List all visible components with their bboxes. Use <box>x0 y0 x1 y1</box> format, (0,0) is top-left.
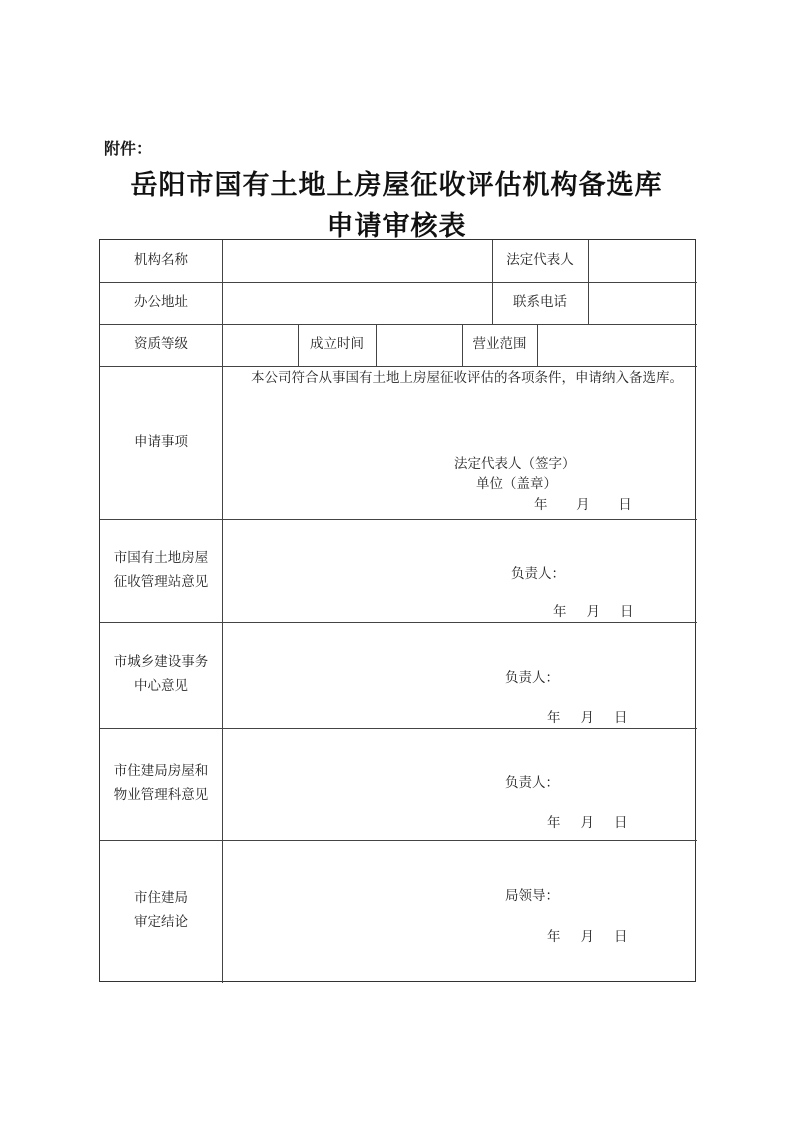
legal-rep-signature-label: 法定代表人（签字） <box>454 456 576 472</box>
application-statement: 本公司符合从事国有土地上房屋征收评估的各项条件，申请纳入备选库。 <box>251 370 683 386</box>
housing-bureau-conclusion-label: 市住建局 审定结论 <box>134 890 188 930</box>
review-date: 年 月 日 <box>547 815 628 831</box>
application-form <box>99 239 696 982</box>
org-name-field[interactable] <box>223 241 491 281</box>
urban-rural-affairs-center-label: 市城乡建设事务 中心意见 <box>113 654 209 694</box>
legal-rep-field[interactable] <box>589 241 695 281</box>
review-signer-label: 局领导： <box>505 888 559 904</box>
application-date <box>534 493 632 513</box>
month-label: 月 <box>576 497 590 513</box>
review-date: 年 月 日 <box>547 710 628 726</box>
founded-label: 成立时间 <box>310 336 364 353</box>
document-title: 岳阳市国有土地上房屋征收评估机构备选库 <box>130 170 663 201</box>
office-address-label: 办公地址 <box>134 294 188 311</box>
review-date: 年 月 日 <box>547 929 628 945</box>
housing-expropriation-station-label: 市国有土地房屋 征收管理站意见 <box>113 549 209 590</box>
review-signer-label: 负责人： <box>511 566 565 582</box>
review-date: 年 月 日 <box>553 604 634 620</box>
business-scope-label: 营业范围 <box>472 336 527 353</box>
phone-field[interactable] <box>589 283 695 323</box>
review-signer-label: 负责人： <box>505 670 559 686</box>
business-scope-field[interactable] <box>538 325 695 365</box>
year-label: 年 <box>534 497 548 513</box>
org-name-label: 机构名称 <box>134 252 188 269</box>
document-subtitle: 申请审核表 <box>326 211 467 242</box>
qualification-field[interactable] <box>223 325 297 365</box>
phone-label: 联系电话 <box>513 294 567 311</box>
qualification-label: 资质等级 <box>134 336 188 353</box>
application-label: 申请事项 <box>134 433 188 450</box>
legal-rep-label: 法定代表人 <box>506 252 574 269</box>
unit-seal-label: 单位（盖章） <box>476 476 557 492</box>
founded-field[interactable] <box>377 325 461 365</box>
property-management-section-label: 市住建局房屋和 物业管理科意见 <box>113 763 209 803</box>
review-signer-label: 负责人： <box>505 775 559 791</box>
day-label: 日 <box>618 497 632 513</box>
attachment-label: 附件： <box>104 139 153 158</box>
office-address-field[interactable] <box>223 283 491 323</box>
